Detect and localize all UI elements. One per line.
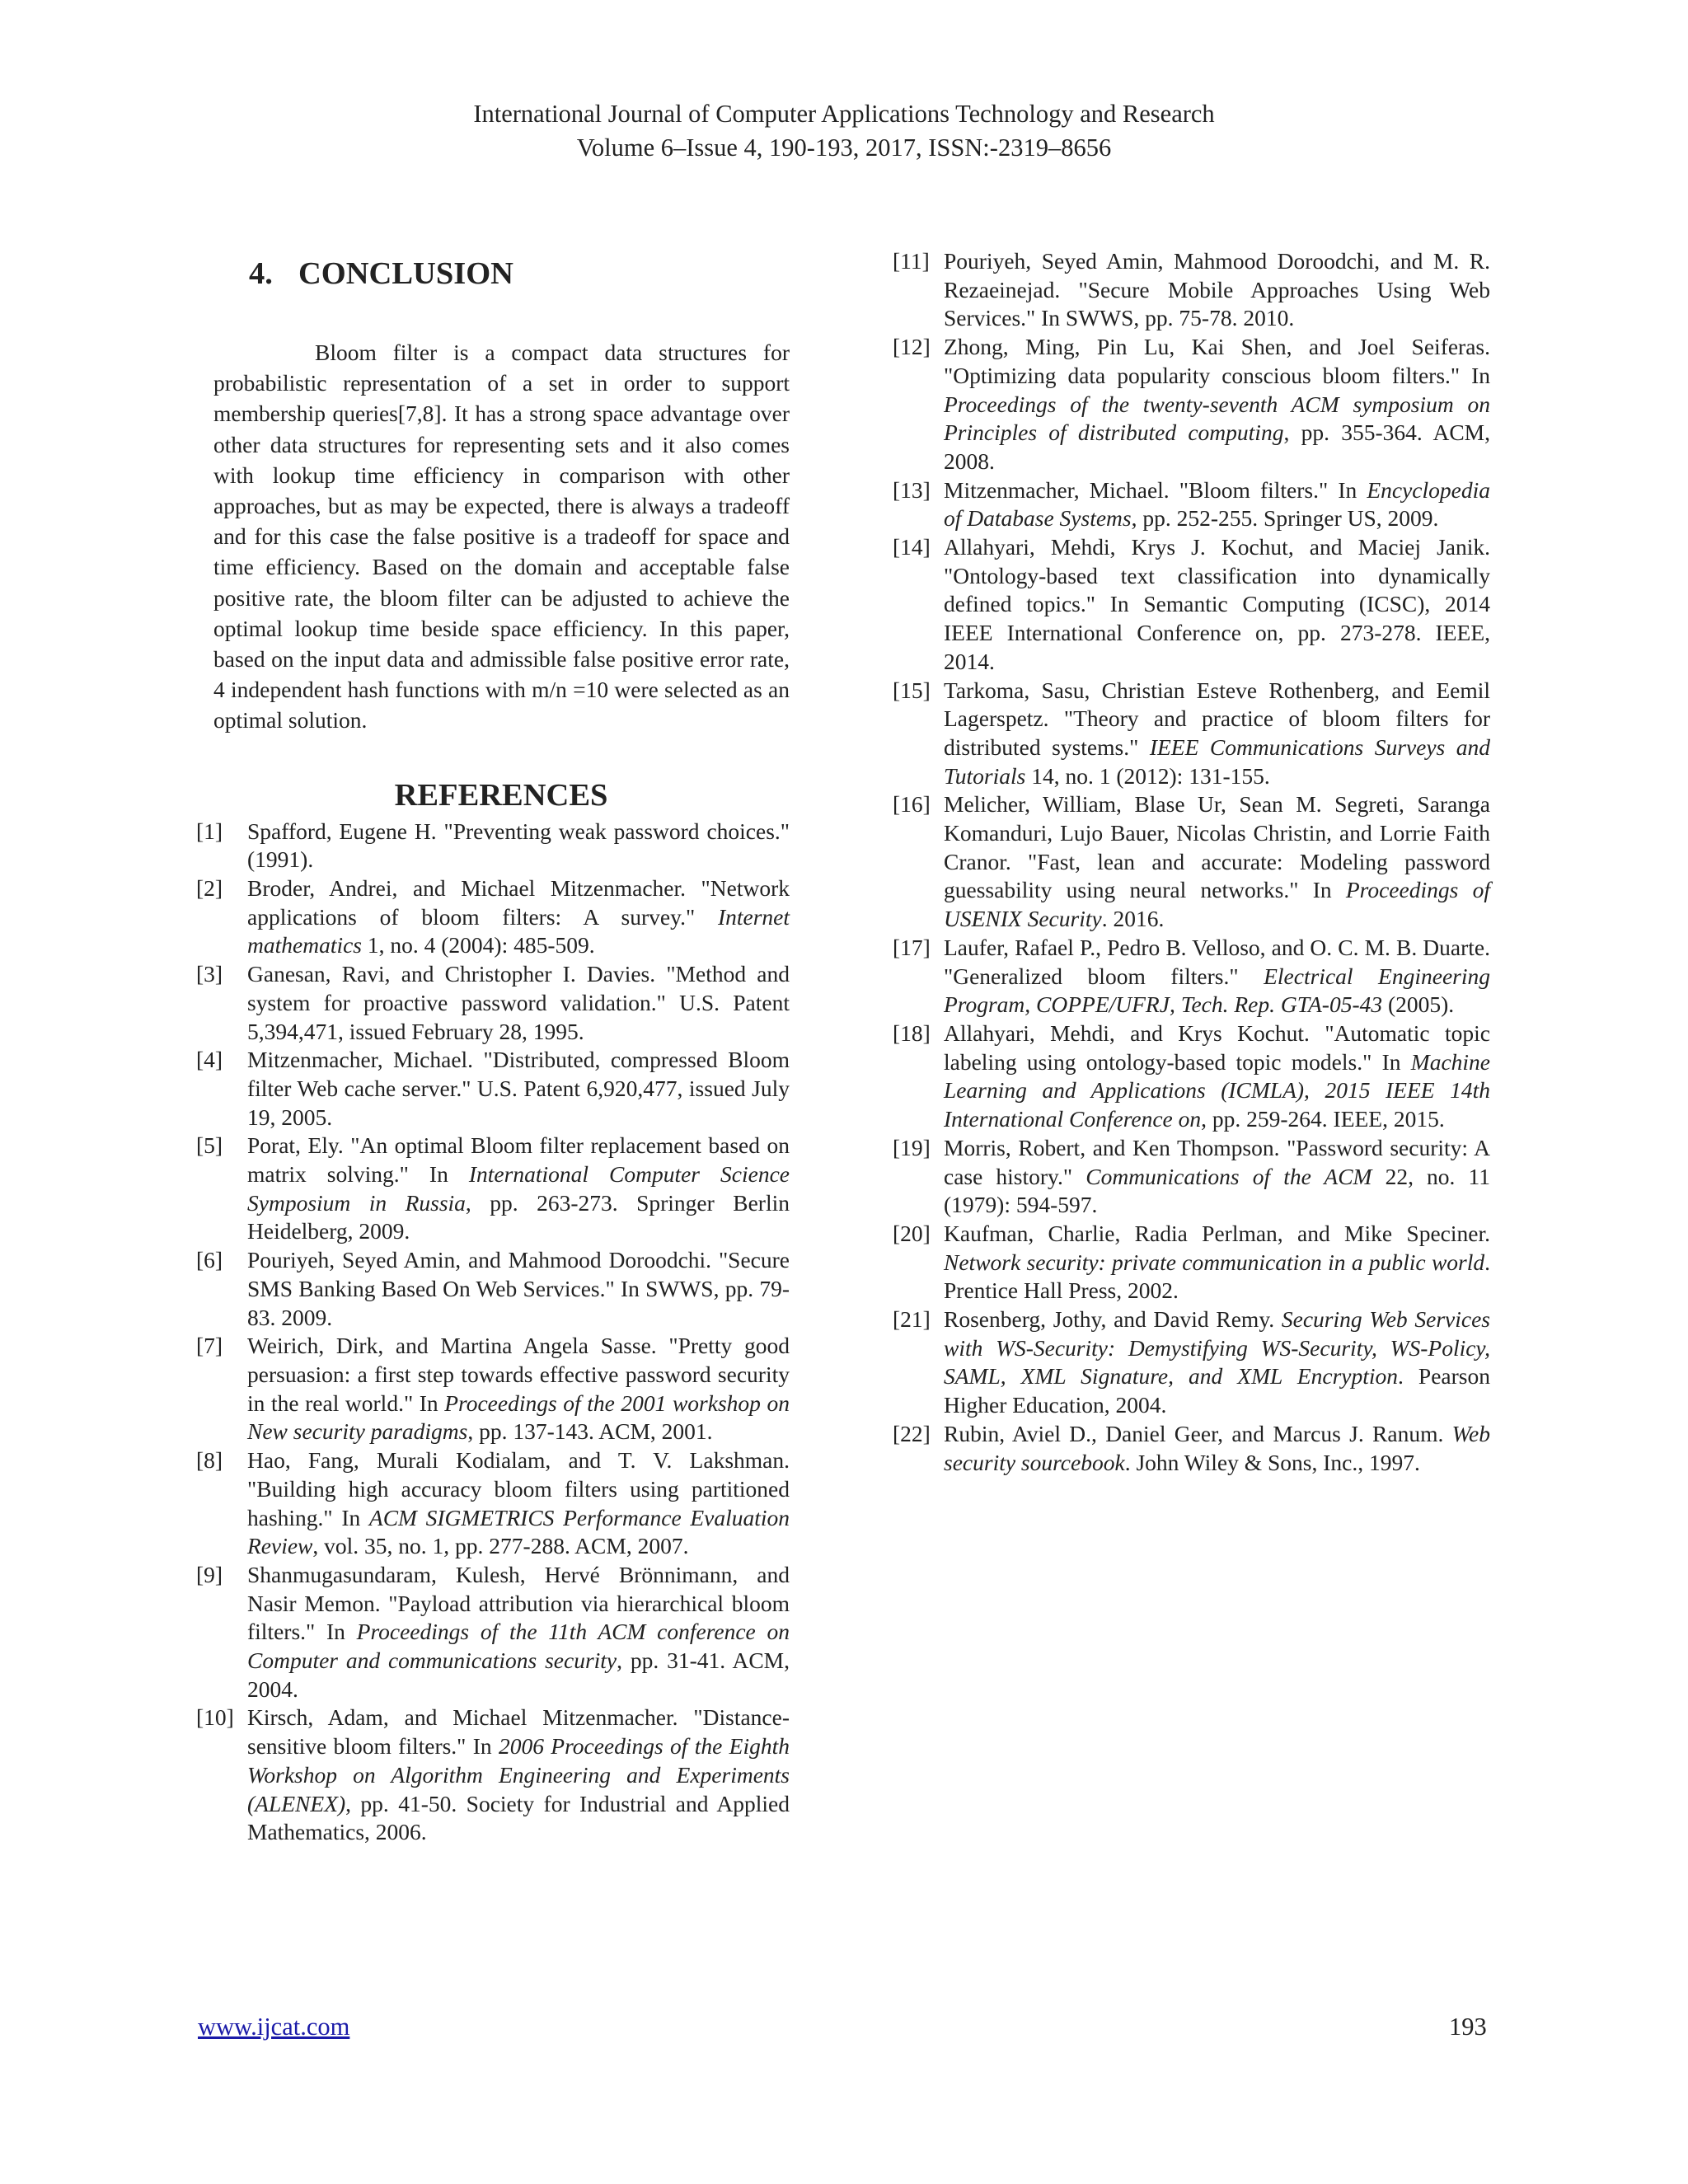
section-title: CONCLUSION [298,256,513,291]
conclusion-paragraph [196,337,790,736]
reference-number: [21] [893,1306,931,1333]
reference-item [893,790,1490,934]
journal-header [0,97,1688,165]
reference-number: [9] [196,1561,223,1587]
reference-number: [18] [893,1019,931,1046]
reference-text: Melicher, William, Blase Ur, Sean M. Segreti, Saranga Komanduri, Lujo Bauer, Nicolas Christin, and Lorrie Faith Cranor. "Fast, lean and accurate: Modeling password guessability using neural networks." In Proceedings of USENIX Security. 2016. [944,791,1490,932]
journal-website-link[interactable]: www.ijcat.com [198,2013,350,2041]
reference-item [893,934,1490,1019]
references-list-right [893,247,1490,1477]
reference-text: Mitzenmacher, Michael. "Distributed, compressed Bloom filter Web cache server." U.S. Patent 6,920,477, issued July 19, 2005. [247,1047,790,1130]
conclusion-text: Bloom filter is a compact data structures for probabilistic representation of a set in order to support membership queries[7,8]. It has a strong space advantage over other data structures for representing sets and it also comes with lookup time efficiency in comparison with other approaches, but as may be expected, there is always a tradeoff and for this case the false positive is a tradeoff for space and time efficiency. Based on the domain and acceptable false positive rate, the bloom filter can be adjusted to achieve the optimal lookup time beside space efficiency. In this paper, based on the input data and admissible false positive error rate, 4 independent hash functions with m/n =10 were selected as an optimal solution. [213,340,790,733]
reference-item [196,1704,790,1847]
reference-number: [22] [893,1420,931,1446]
reference-item [196,1446,790,1561]
reference-item [196,1132,790,1246]
conclusion-heading [196,251,790,296]
reference-number: [3] [196,961,223,987]
reference-number: [20] [893,1220,931,1246]
reference-text: Allahyari, Mehdi, and Krys Kochut. "Automatic topic labeling using ontology-based topic models." In Machine Learning and Applications (ICMLA), 2015 IEEE 14th International Conference on, pp. 259-264. IEEE, 2015. [944,1019,1490,1132]
reference-text: Allahyari, Mehdi, Krys J. Kochut, and Maciej Janik. "Ontology-based text classification into dynamically defined topics." In Semantic Computing (ICSC), 2014 IEEE International Conference on, pp. 273-278. IEEE, 2014. [944,534,1490,674]
journal-title: International Journal of Computer Applications Technology and Research [473,100,1215,128]
reference-text: Ganesan, Ravi, and Christopher I. Davies. "Method and system for proactive password validation." U.S. Patent 5,394,471, issued February 28, 1995. [247,961,790,1044]
reference-item [893,1134,1490,1220]
reference-number: [16] [893,791,931,818]
reference-number: [5] [196,1132,223,1159]
reference-number: [15] [893,677,931,703]
reference-number: [12] [893,334,931,360]
reference-text: Weirich, Dirk, and Martina Angela Sasse. "Pretty good persuasion: a first step towards effective password security in the real world." In Proceedings of the 2001 workshop on New security paradigms, pp. 137-143. ACM, 2001. [247,1333,790,1445]
reference-item [893,476,1490,533]
reference-text: Kirsch, Adam, and Michael Mitzenmacher. "Distance-sensitive bloom filters." In 2006 Proceedings of the Eighth Workshop on Algorithm Engineering and Experiments (ALENEX), pp. 41-50. Society for Industrial and Applied Mathematics, 2006. [247,1704,790,1845]
reference-number: [10] [196,1704,234,1731]
reference-item [196,1046,790,1132]
reference-item [893,1019,1490,1134]
reference-item [893,1305,1490,1420]
reference-item [196,1246,790,1332]
reference-item [196,960,790,1046]
reference-item [893,677,1490,791]
reference-item [196,1332,790,1446]
reference-text: Morris, Robert, and Ken Thompson. "Password security: A case history." Communications of the ACM 22, no. 11 (1979): 594-597. [944,1134,1490,1218]
reference-text: Spafford, Eugene H. "Preventing weak password choices." (1991). [247,818,790,873]
reference-text: Tarkoma, Sasu, Christian Esteve Rothenberg, and Eemil Lagerspetz. "Theory and practice of bloom filters for distributed systems." IEEE Communications Surveys and Tutorials 14, no. 1 (2012): 131-155. [944,677,1490,789]
reference-text: Shanmugasundaram, Kulesh, Hervé Brönnimann, and Nasir Memon. "Payload attribution via hierarchical bloom filters." In Proceedings of the 11th ACM conference on Computer and communications security, pp. 31-41. ACM, 2004. [247,1561,790,1702]
reference-item [893,1220,1490,1305]
reference-number: [19] [893,1134,931,1160]
reference-item [196,1561,790,1704]
reference-number: [6] [196,1247,223,1273]
reference-item [893,247,1490,333]
references-list-left [196,818,790,1847]
reference-text: Mitzenmacher, Michael. "Bloom filters." In Encyclopedia of Database Systems, pp. 252-255. Springer US, 2009. [944,476,1490,532]
reference-text: Zhong, Ming, Pin Lu, Kai Shen, and Joel Seiferas. "Optimizing data popularity conscious bloom filters." In Proceedings of the twenty-seventh ACM symposium on Principles of distributed computing, pp. 355-364. ACM, 2008. [944,334,1490,474]
journal-issue-info: Volume 6–Issue 4, 190-193, 2017, ISSN:-2319–8656 [576,134,1112,162]
reference-number: [8] [196,1447,223,1474]
reference-number: [1] [196,818,223,844]
references-heading: REFERENCES [394,777,608,813]
section-number: 4. [249,256,273,291]
reference-number: [14] [893,534,931,560]
reference-text: Rosenberg, Jothy, and David Remy. Securing Web Services with WS-Security: Demystifying WS-Security, WS-Policy, SAML, XML Signature, and XML Encryption. Pearson Higher Education, 2004. [944,1306,1490,1418]
reference-item [893,1420,1490,1477]
reference-item [893,533,1490,677]
right-column [893,247,1490,1477]
reference-text: Porat, Ely. "An optimal Bloom filter replacement based on matrix solving." In International Computer Science Symposium in Russia, pp. 263-273. Springer Berlin Heidelberg, 2009. [247,1132,790,1244]
reference-text: Rubin, Aviel D., Daniel Geer, and Marcus J. Ranum. Web security sourcebook. John Wiley & Sons, Inc., 1997. [944,1420,1490,1475]
reference-number: [7] [196,1333,223,1359]
reference-text: Kaufman, Charlie, Radia Perlman, and Mike Speciner. Network security: private communication in a public world. Prentice Hall Press, 2002. [944,1220,1490,1304]
reference-text: Laufer, Rafael P., Pedro B. Velloso, and O. C. M. B. Duarte. "Generalized bloom filters." Electrical Engineering Program, COPPE/UFRJ, Tech. Rep. GTA-05-43 (2005). [944,934,1490,1018]
reference-text: Hao, Fang, Murali Kodialam, and T. V. Lakshman. "Building high accuracy bloom filters using partitioned hashing." In ACM SIGMETRICS Performance Evaluation Review, vol. 35, no. 1, pp. 277-288. ACM, 2007. [247,1447,790,1559]
reference-text: Pouriyeh, Seyed Amin, Mahmood Doroodchi, and M. R. Rezaeinejad. "Secure Mobile Approaches Using Web Services." In SWWS, pp. 75-78. 2010. [944,248,1490,331]
reference-number: [11] [893,248,930,274]
reference-item [196,874,790,960]
reference-text: Broder, Andrei, and Michael Mitzenmacher. "Network applications of bloom filters: A survey." Internet mathematics 1, no. 4 (2004): 485-509. [247,875,790,958]
page-number: 193 [1449,2013,1487,2041]
reference-number: [17] [893,934,931,960]
reference-item [196,818,790,874]
left-column [196,247,790,1847]
reference-text: Pouriyeh, Seyed Amin, and Mahmood Doroodchi. "Secure SMS Banking Based On Web Services." In SWWS, pp. 79-83. 2009. [247,1247,790,1330]
reference-item [893,333,1490,476]
reference-number: [2] [196,875,223,902]
reference-number: [4] [196,1047,223,1073]
reference-number: [13] [893,476,931,503]
